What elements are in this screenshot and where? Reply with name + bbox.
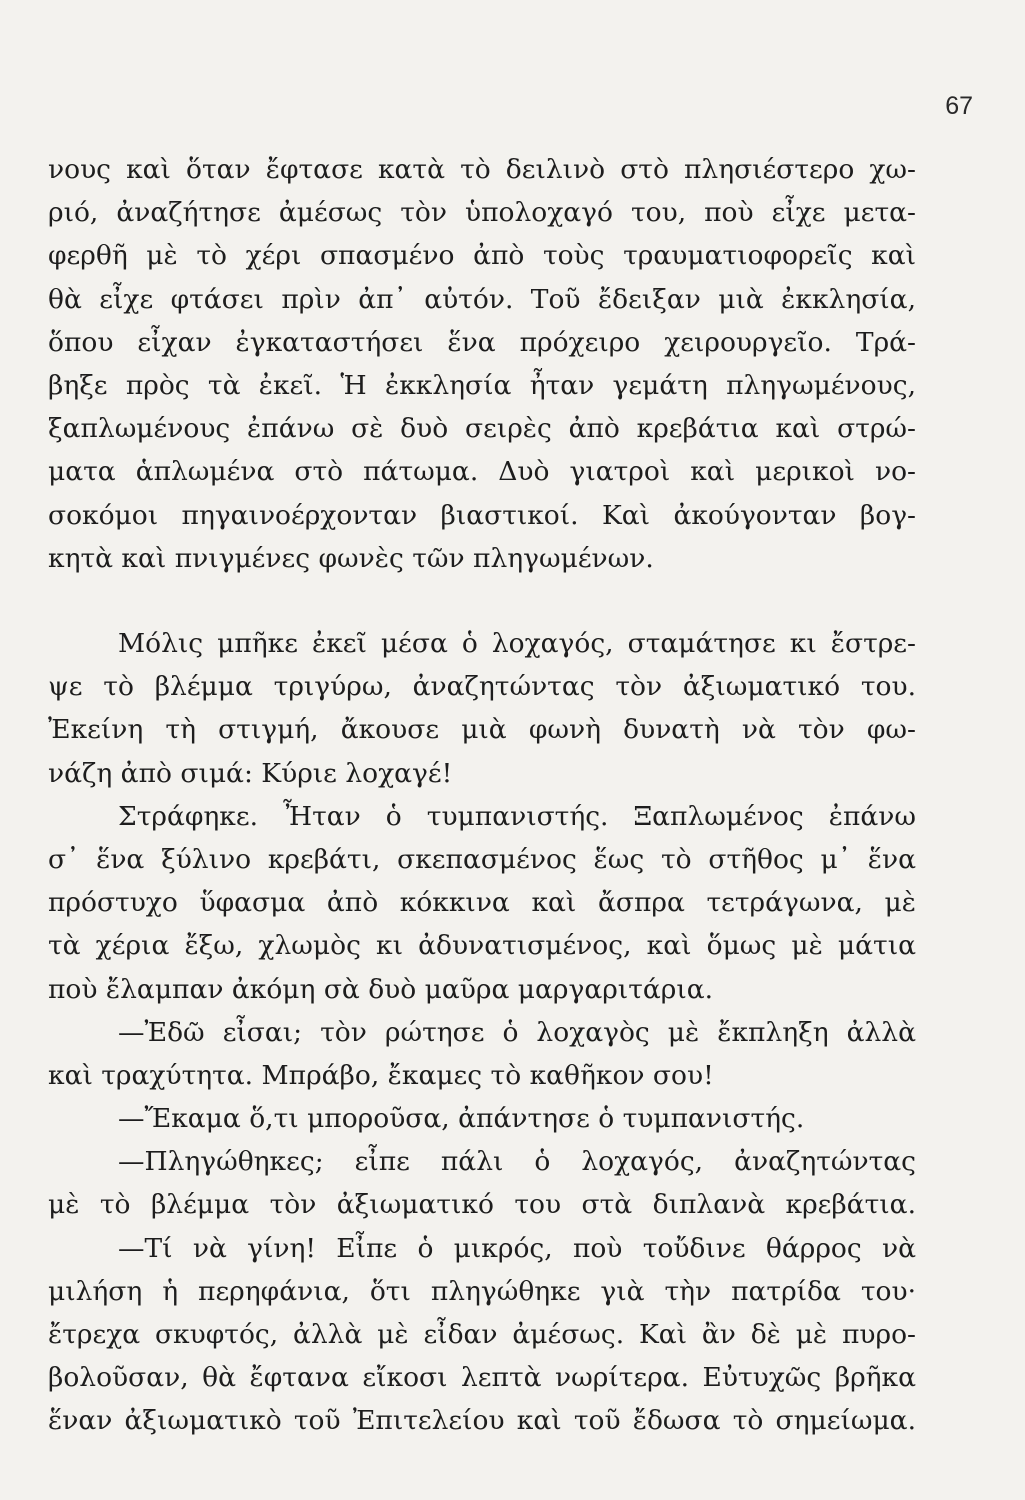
text-line: βηξε πρὸς τὰ ἐκεῖ. Ἡ ἐκκλησία ἦταν γεμάτη πληγωμένους, [48, 369, 916, 401]
text-line: Ἐκείνη τὴ στιγμή, ἄκουσε μιὰ φωνὴ δυνατὴ νὰ τὸν φω- [48, 714, 916, 746]
text-line: ποὺ ἔλαμπαν ἀκόμη σὰ δυὸ μαῦρα μαργαριτάρια. [48, 973, 714, 1005]
text-line: ὅπου εἶχαν ἐγκαταστήσει ἕνα πρόχειρο χειρουργεῖο. Τρά- [48, 326, 916, 358]
text-line: μὲ τὸ βλέμμα τὸν ἀξιωματικό του στὰ διπλανὰ κρεβάτια. [48, 1189, 916, 1221]
text-line: πρόστυχο ὕφασμα ἀπὸ κόκκινα καὶ ἄσπρα τετράγωνα, μὲ [48, 887, 916, 919]
text-line: σ᾿ ἕνα ξύλινο κρεβάτι, σκεπασμένος ἕως τὸ στῆθος μ᾿ ἕνα [48, 843, 916, 875]
text-line: —Ἐδῶ εἶσαι; τὸν ρώτησε ὁ λοχαγὸς μὲ ἔκπληξη ἀλλὰ [118, 1016, 916, 1048]
text-line: ριό, ἀναζήτησε ἀμέσως τὸν ὑπολοχαγό του, ποὺ εἶχε μετα- [48, 197, 916, 229]
paragraph-1 [48, 148, 916, 580]
paragraph-2 [48, 622, 916, 1443]
text-line: νους καὶ ὅταν ἔφτασε κατὰ τὸ δειλινὸ στὸ πλησιέστερο χω- [48, 154, 916, 185]
text-line: φερθῆ μὲ τὸ χέρι σπασμένο ἀπὸ τοὺς τραυματιοφορεῖς καὶ [48, 240, 916, 272]
text-line: μιλήση ἡ περηφάνια, ὅτι πληγώθηκε γιὰ τὴν πατρίδα του· [48, 1275, 916, 1307]
text-line: —Ἔκαμα ὅ,τι μποροῦσα, ἀπάντησε ὁ τυμπανιστής. [118, 1103, 805, 1135]
text-line: ἔτρεχα σκυφτός, ἀλλὰ μὲ εἶδαν ἀμέσως. Καὶ ἂν δὲ μὲ πυρο- [48, 1319, 916, 1350]
text-line: σοκόμοι πηγαινοέρχονταν βιαστικοί. Καὶ ἀκούγονταν βογ- [48, 499, 916, 531]
text-line: νάζη ἀπὸ σιμά: Κύριε λοχαγέ! [48, 757, 453, 789]
text-line: —Τί νὰ γίνη! Εἶπε ὁ μικρός, ποὺ τοὔδινε θάρρος νὰ [118, 1232, 916, 1264]
page-number: 67 [945, 92, 973, 120]
text-line: κητὰ καὶ πνιγμένες φωνὲς τῶν πληγωμένων. [48, 542, 654, 574]
text-line: Στράφηκε. Ἦταν ὁ τυμπανιστής. Ξαπλωμένος ἐπάνω [118, 800, 916, 832]
text-line: ξαπλωμένους ἐπάνω σὲ δυὸ σειρὲς ἀπὸ κρεβάτια καὶ στρώ- [48, 413, 916, 445]
text-line: τὰ χέρια ἔξω, χλωμὸς κι ἀδυνατισμένος, καὶ ὅμως μὲ μάτια [48, 930, 916, 962]
text-line: καὶ τραχύτητα. Μπράβο, ἔκαμες τὸ καθῆκον σου! [48, 1059, 714, 1091]
text-line: θὰ εἶχε φτάσει πρὶν ἀπ᾿ αὐτόν. Τοῦ ἔδειξαν μιὰ ἐκκλησία, [48, 283, 916, 315]
text-line: ἕναν ἀξιωματικὸ τοῦ Ἐπιτελείου καὶ τοῦ ἔδωσα τὸ σημείωμα. [48, 1405, 916, 1437]
text-line: —Πληγώθηκες; εἶπε πάλι ὁ λοχαγός, ἀναζητώντας [118, 1146, 916, 1178]
text-line: βολοῦσαν, θὰ ἔφτανα εἴκοσι λεπτὰ νωρίτερα. Εὐτυχῶς βρῆκα [48, 1362, 916, 1394]
text-line: Μόλις μπῆκε ἐκεῖ μέσα ὁ λοχαγός, σταμάτησε κι ἔστρε- [118, 628, 916, 659]
text-line: ματα ἁπλωμένα στὸ πάτωμα. Δυὸ γιατροὶ καὶ μερικοὶ νο- [48, 456, 916, 488]
text-line: ψε τὸ βλέμμα τριγύρω, ἀναζητώντας τὸν ἀξιωματικό του. [48, 671, 916, 703]
